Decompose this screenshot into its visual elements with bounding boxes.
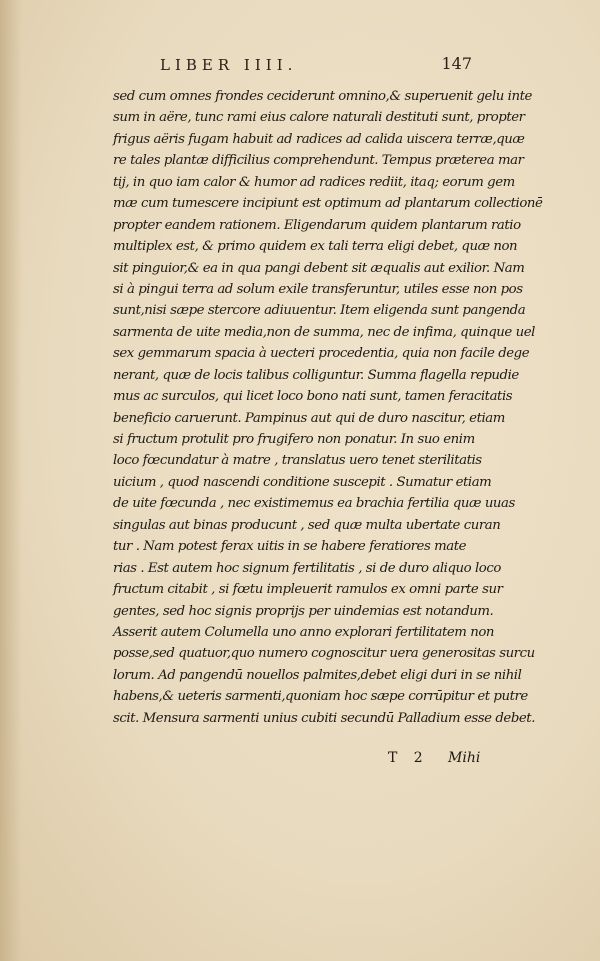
text-line: nerant, quæ de locis talibus colliguntur. Summa flagella repudie — [113, 367, 519, 383]
text-line: sex gemmarum spacia à uecteri procedentia, quia non facile dege — [113, 346, 530, 362]
text-line: si fructum protulit pro frugifero non ponatur. In suo enim — [113, 432, 475, 447]
body-text — [113, 86, 543, 729]
running-title: LIBER IIII. — [160, 56, 298, 74]
signature-mark: T 2 — [388, 750, 429, 766]
text-line: gentes, sed hoc signis proprijs per uindemias est notandum. — [113, 603, 494, 619]
text-line: mæ cum tumescere incipiunt est optimum ad plantarum collectionē — [113, 196, 543, 212]
text-line: rias . Est autem hoc signum fertilitatis , si de duro aliquo loco — [113, 560, 501, 576]
text-line: posse,sed quatuor,quo numero cognoscitur uera generositas surcu — [113, 646, 535, 662]
text-line: uicium , quod nascendi conditione suscepit . Sumatur etiam — [113, 474, 492, 490]
text-line: multiplex est, & primo quidem ex tali terra eligi debet, quæ non — [113, 239, 518, 255]
text-line: singulas aut binas producunt , sed quæ multa ubertate curan — [113, 517, 501, 533]
catchword: Mihi — [448, 750, 481, 766]
text-line: habens,& ueteris sarmenti,quoniam hoc sæpe corrūpitur et putre — [113, 689, 528, 705]
text-line: si à pingui terra ad solum exile transferuntur, utiles esse non pos — [113, 281, 523, 297]
text-line: propter eandem rationem. Eligendarum quidem plantarum ratio — [113, 217, 521, 233]
text-line: loco fœcundatur à matre , translatus uero tenet sterilitatis — [113, 453, 482, 469]
page-number: 147 — [441, 54, 472, 73]
text-line: sum in aëre, tunc rami eius calore naturali destituti sunt, propter — [113, 110, 525, 126]
text-line: sed cum omnes frondes ceciderunt omnino,& superuenit gelu inte — [113, 89, 532, 104]
page-gutter-shadow — [0, 0, 22, 961]
text-line: sarmenta de uite media,non de summa, nec de infima, quinque uel — [113, 324, 535, 340]
text-line: tij, in quo iam calor & humor ad radices rediit, itaq; eorum gem — [113, 174, 515, 190]
text-line: sit pinguior,& ea in qua pangi debent sit æqualis aut exilior. Nam — [113, 260, 525, 276]
text-line: Asserit autem Columella uno anno explorari fertilitatem non — [113, 624, 495, 640]
text-line: scit. Mensura sarmenti unius cubiti secundū Palladium esse debet. — [113, 710, 535, 726]
text-line: beneficio caruerunt. Pampinus aut qui de duro nascitur, etiam — [113, 410, 505, 426]
text-line: sunt,nisi sæpe stercore adiuuentur. Item eligenda sunt pangenda — [113, 303, 526, 319]
text-line: tur . Nam potest ferax uitis in se habere feratiores mate — [113, 539, 467, 555]
text-line: mus ac surculos, qui licet loco bono nati sunt, tamen feracitatis — [113, 389, 513, 405]
text-line: fructum citabit , si fœtu impleuerit ramulos ex omni parte sur — [113, 582, 503, 598]
text-line: lorum. Ad pangendū nouellos palmites,debet eligi duri in se nihil — [113, 667, 522, 683]
text-line: re tales plantæ difficilius comprehendunt. Tempus præterea mar — [113, 153, 524, 169]
text-line: de uite fœcunda , nec existimemus ea brachia fertilia quæ uuas — [113, 496, 515, 512]
text-line: frigus aëris fugam habuit ad radices ad calida uiscera terræ,quæ — [113, 131, 525, 147]
